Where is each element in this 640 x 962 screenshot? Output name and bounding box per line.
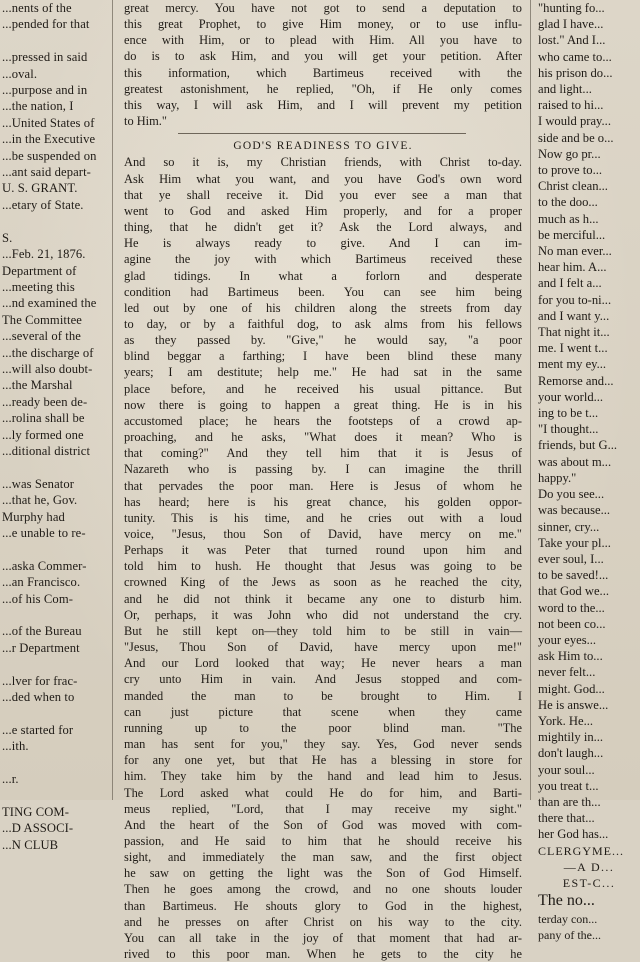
text-line: No man ever... (538, 244, 612, 259)
text-line: Remorse and... (538, 373, 614, 388)
text-line: Take your pl... (538, 535, 611, 550)
text-line: this great Prophet, to give Him money, or to use influ- (124, 17, 522, 32)
text-line: this way, I will ask Him, and I will prevent my petition (124, 97, 522, 112)
text-line: ence with Him, or to plead with Him. All you have to (124, 33, 522, 48)
text-line: ...D ASSOCI- (2, 821, 74, 836)
text-line: ...purpose and in (2, 83, 88, 98)
text-line: ...the discharge of (2, 345, 94, 360)
text-line: not been co... (538, 616, 606, 631)
text-line: Department of (2, 263, 77, 278)
text-line: glad tidings. In what a forlorn and desperate (124, 268, 522, 283)
text-line: went to God and asked Him properly, and for a proper (124, 203, 522, 218)
text-line: him. They take him by the hand and lead him to Jesus. (124, 769, 522, 784)
text-line: terday con... (538, 912, 598, 927)
text-line: "Jesus, Thou Son of David, have mercy upon me!" (124, 640, 522, 655)
text-line: Do you see... (538, 487, 605, 502)
text-line: your world... (538, 389, 604, 404)
text-line: word to the... (538, 600, 605, 615)
text-line: York. He... (538, 713, 594, 728)
text-line: ...etary of State. (2, 197, 84, 212)
text-line: ...the Marshal (2, 378, 73, 393)
text-line: ...oval. (2, 66, 38, 81)
text-line: to be saved!... (538, 568, 609, 583)
text-line: great mercy. You have not got to send a deputation to (124, 1, 522, 15)
text-line: ask Him to... (538, 649, 603, 664)
text-line: ...e started for (2, 722, 74, 737)
text-line: for any one yet, but that He has a blessing in store for (124, 753, 522, 768)
text-line: ...that he, Gov. (2, 493, 78, 508)
text-line: to the doo... (538, 195, 598, 210)
column-rule-right (530, 0, 531, 800)
text-line: led out by one of his children along the streets from day (124, 300, 522, 315)
text-line: "hunting fo... (538, 1, 605, 15)
text-line: and he presses on after Christ on his way to the city. (124, 914, 522, 929)
text-line (2, 755, 112, 771)
text-line: ...Feb. 21, 1876. (2, 247, 86, 262)
text-line: Ask Him what you want, and you have God's own word (124, 171, 522, 186)
text-line: ...pended for that (2, 17, 90, 32)
text-line: ...ditional district (2, 443, 91, 458)
right-column-text (534, 0, 640, 843)
text-line: Now go pr... (538, 146, 601, 161)
text-line: You can all take in the joy of that moment that had ar- (124, 930, 522, 945)
text-line: that coming?" And they tell him that it is Jesus of (124, 446, 522, 461)
text-line: crowned King of the Jews as soon as he reached the city, (124, 575, 522, 590)
text-line: much as h... (538, 211, 599, 226)
text-line: ...nents of the (2, 1, 72, 15)
text-line: That night it... (538, 325, 610, 340)
sermon-body (116, 154, 528, 962)
text-line: that ye shall receive it. Did you ever see a man that (124, 187, 522, 202)
text-line: to Him." (124, 114, 167, 129)
text-line: sight, and immediately the man saw, and the first object (124, 850, 522, 865)
text-line: sinner, cry... (538, 519, 600, 534)
text-line: might. God... (538, 681, 605, 696)
text-line: ...N CLUB (2, 837, 59, 852)
text-line: ever soul, I... (538, 551, 604, 566)
text-line: ...rolina shall be (2, 411, 85, 426)
text-line: friends, but G... (538, 438, 618, 453)
text-line: Murphy had (2, 509, 65, 524)
text-line: was about m... (538, 454, 612, 469)
text-line: condition had Bartimeus been. You can see him being (124, 284, 522, 299)
text-line: Christ clean... (538, 179, 608, 194)
text-line: Perhaps it was Peter that turned round upon him and (124, 543, 522, 558)
text-line: that God we... (538, 584, 609, 599)
text-line: for you to-ni... (538, 292, 612, 307)
text-line: thing, that he didn't get it? Ask the Lord always, and (124, 220, 522, 235)
text-line: meus replied, "Lord, that I may receive my sight." (124, 801, 522, 816)
text-line: voice, "Jesus, thou Son of David, have mercy on me." (124, 527, 522, 541)
center-column (116, 0, 528, 962)
text-line: and he did not think it became any one to disturb him. (124, 591, 522, 606)
text-line: The Lord asked what could He do for him, and Barti- (124, 785, 522, 800)
text-line: He is always ready to give. And I can im- (124, 236, 522, 251)
text-line: Nazareth who is passing by. I can imagine the thrill (124, 462, 522, 477)
text-line: ...meeting this (2, 279, 75, 294)
text-line: greatest astonishment, he replied, "Oh, if He only comes (124, 81, 522, 96)
text-line: me. I went t... (538, 341, 608, 356)
text-line: And the heart of the Son of God was moved with com- (124, 817, 522, 832)
text-line: ...ready been de- (2, 394, 88, 409)
text-line: her God has... (538, 827, 609, 842)
text-line: your eyes... (538, 632, 597, 647)
text-line: ...several of the (2, 329, 81, 344)
text-line: tunity. This is his time, and he cries out with a loud (124, 510, 522, 525)
text-line: ...be suspended on (2, 148, 97, 163)
text-line: ...an Francisco. (2, 575, 81, 590)
text-line (2, 607, 112, 623)
text-line (2, 33, 112, 49)
text-line: The Committee (2, 312, 82, 327)
text-line: TING COM- (2, 804, 70, 819)
text-line: ing to be t... (538, 406, 599, 421)
column-rule-left (112, 0, 113, 800)
text-line: can just picture that scene when they came (124, 704, 522, 719)
section-heading: GOD'S READINESS TO GIVE. (233, 140, 413, 153)
text-line: you treat t... (538, 778, 599, 793)
text-line: rived to this poor man. When he gets to the city he (124, 947, 522, 962)
text-line: ...in the Executive (2, 132, 96, 147)
text-line: accustomed place; he hears the footsteps of a crowd ap- (124, 413, 522, 428)
text-line: And so it is, my Christian friends, with Christ to-day. (124, 155, 522, 170)
text-line: ...was Senator (2, 476, 75, 491)
text-line: raised to hi... (538, 98, 604, 113)
text-line (2, 788, 112, 804)
text-line: ...e unable to re- (2, 526, 86, 540)
text-line: don't laugh... (538, 746, 604, 761)
text-line: ...United States of (2, 115, 95, 130)
text-line: his prison do... (538, 65, 613, 80)
text-line: was because... (538, 503, 611, 518)
right-lead-text: The no... (538, 892, 595, 910)
text-line: running up to the poor blind man. "The (124, 720, 522, 735)
text-line: blind beggar a farthing; I have been blind these many (124, 349, 522, 364)
text-line: agine the joy with which Bartimeus received these (124, 252, 522, 267)
text-line: He is answe... (538, 697, 609, 712)
text-line: ...the nation, I (2, 99, 74, 114)
text-line: "I thought... (538, 422, 599, 437)
text-line: U. S. GRANT. (2, 181, 78, 196)
text-line: side and be o... (538, 130, 614, 145)
text-line: than are th... (538, 794, 601, 809)
text-line: ...r. (2, 772, 19, 787)
text-line: ...ith. (2, 739, 29, 754)
text-line (2, 705, 112, 721)
text-line: ...will also doubt- (2, 361, 93, 376)
right-subheading: —A D... (563, 859, 615, 874)
text-line (2, 213, 112, 229)
text-line: be merciful... (538, 227, 606, 242)
text-line: has heard; here is his great chance, his golden oppor- (124, 494, 522, 509)
text-line: this information, which Bartimeus received with the (124, 65, 522, 80)
text-line: and I want y... (538, 308, 610, 323)
right-heading-clergymen: CLERGYME... (538, 843, 624, 858)
text-line: and light... (538, 82, 592, 97)
left-column (0, 0, 112, 852)
section-divider (178, 133, 466, 134)
right-column (534, 0, 640, 943)
text-line: than Bartimeus. He shouts glory to God in the highest, (124, 898, 522, 913)
text-line: ...nd examined the (2, 296, 97, 311)
text-line (2, 459, 112, 475)
text-line: do is to ask Him, and you will get your petition. After (124, 49, 522, 64)
text-line: happy." (538, 470, 577, 485)
text-line: And our Lord looked that way; He never hears a man (124, 656, 522, 671)
sermon-intro (116, 0, 528, 129)
text-line: ...pressed in said (2, 50, 88, 65)
text-line: ...ly formed one (2, 427, 84, 442)
text-line: S. (2, 230, 13, 245)
text-line: ...ant said depart- (2, 165, 91, 180)
text-line: to prove to... (538, 163, 603, 178)
text-line: your soul... (538, 762, 595, 777)
text-line: Or, perhaps, it was John who did not understand the cry. (124, 607, 522, 622)
text-line: and I felt a... (538, 276, 602, 291)
text-line: as they passed by. "Give," he would say, "a poor (124, 333, 522, 348)
text-line: place before, and he received his usual pittance. But (124, 381, 522, 396)
text-line: manded the man to be brought to Him. I (124, 688, 522, 703)
text-line: man has sent for you," they say. Yes, God never sends (124, 737, 522, 752)
text-line: Then he goes among the crowd, and no one shouts louder (124, 882, 522, 897)
text-line: glad I have... (538, 17, 604, 32)
text-line: I would pray... (538, 114, 611, 129)
text-line (2, 541, 112, 557)
text-line: that pervades the poor man. Here is Jesus of whom he (124, 478, 522, 493)
text-line: lost." And I... (538, 33, 606, 48)
text-line: ...of his Com- (2, 591, 74, 606)
text-line: hear him. A... (538, 260, 607, 275)
text-line: cry unto Him in vain. And Jesus stopped and com- (124, 672, 522, 687)
text-line: ...aska Commer- (2, 558, 87, 573)
text-line: passion, and He said to him that he should receive his (124, 833, 522, 848)
text-line: ...of the Bureau (2, 624, 82, 639)
text-line (2, 656, 112, 672)
right-column-tail (534, 911, 640, 943)
text-line: years; I am destitute; help me." He had sat in the same (124, 365, 522, 380)
right-subheading-2: EST-C... (562, 875, 616, 890)
text-line: But he still kept on—they told him to be still in vain— (124, 623, 522, 638)
text-line: never felt... (538, 665, 596, 680)
text-line: to day, or by a faithful dog, to ask alms from his fellows (124, 316, 522, 331)
text-line: ...r Department (2, 640, 80, 655)
text-line: ...lver for frac- (2, 673, 78, 688)
text-line: he saw on getting the light was the Son of God Himself. (124, 866, 522, 881)
text-line: ment my ey... (538, 357, 607, 372)
text-line: who came to... (538, 49, 612, 64)
text-line: ...ded when to (2, 690, 75, 705)
text-line: told him to hush. He thought that Jesus was going to be (124, 559, 522, 574)
text-line: now there is going to happen a great thing. He is in his (124, 397, 522, 412)
text-line: pany of the... (538, 928, 601, 943)
text-line: there that... (538, 811, 595, 826)
text-line: mightily in... (538, 730, 604, 745)
text-line: proaching, and he asks, "What does it mean? Who is (124, 430, 522, 445)
